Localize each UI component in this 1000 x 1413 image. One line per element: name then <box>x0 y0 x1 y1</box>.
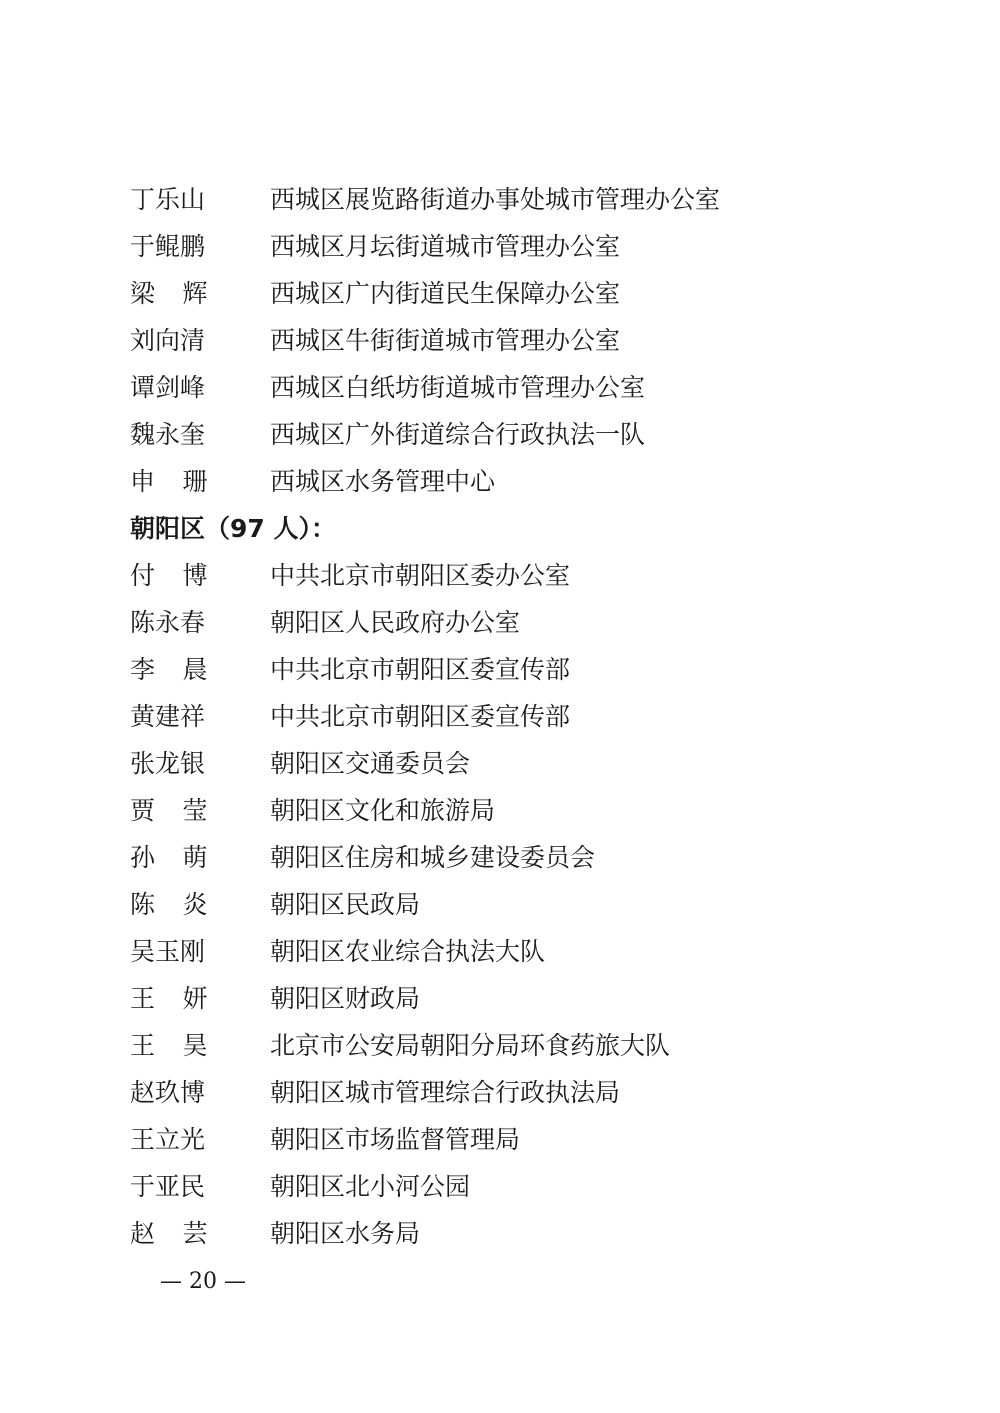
list-item <box>130 599 930 646</box>
list-item <box>130 223 930 270</box>
person-name: 王昊 <box>130 1031 236 1060</box>
person-name: 陈永春 <box>130 608 206 637</box>
person-name: 刘向清 <box>130 326 206 355</box>
work-unit: 西城区广外街道综合行政执法一队 <box>270 420 646 449</box>
work-unit: 中共北京市朝阳区委宣传部 <box>270 702 571 731</box>
work-unit: 朝阳区交通委员会 <box>270 749 471 778</box>
work-unit: 朝阳区住房和城乡建设委员会 <box>270 843 596 872</box>
section-heading: 朝阳区（97 人）： <box>130 514 336 543</box>
work-unit: 朝阳区北小河公园 <box>270 1172 471 1201</box>
work-unit: 中共北京市朝阳区委宣传部 <box>270 655 571 684</box>
list-item <box>130 552 930 599</box>
person-name: 贾莹 <box>130 796 236 825</box>
person-name: 孙萌 <box>130 843 236 872</box>
person-name: 付博 <box>130 561 236 590</box>
person-name: 张龙银 <box>130 749 206 778</box>
work-unit: 西城区展览路街道办事处城市管理办公室 <box>270 185 721 214</box>
person-name: 魏永奎 <box>130 420 206 449</box>
work-unit: 西城区月坛街道城市管理办公室 <box>270 232 621 261</box>
page-number: — 20 — <box>160 1269 246 1294</box>
person-name: 梁辉 <box>130 279 236 308</box>
work-unit: 西城区水务管理中心 <box>270 467 496 496</box>
list-item <box>130 1210 930 1257</box>
person-name: 吴玉刚 <box>130 937 206 966</box>
work-unit: 北京市公安局朝阳分局环食药旅大队 <box>270 1031 671 1060</box>
work-unit: 中共北京市朝阳区委办公室 <box>270 561 571 590</box>
person-name: 黄建祥 <box>130 702 206 731</box>
list-item <box>130 693 930 740</box>
work-unit: 朝阳区民政局 <box>270 890 421 919</box>
list-item <box>130 176 930 223</box>
list-item <box>130 458 930 505</box>
list-item <box>130 787 930 834</box>
list-item <box>130 834 930 881</box>
work-unit: 朝阳区市场监督管理局 <box>270 1125 521 1154</box>
honoree-list <box>130 176 930 1257</box>
list-item <box>130 364 930 411</box>
list-item <box>130 270 930 317</box>
person-name: 谭剑峰 <box>130 373 206 402</box>
work-unit: 西城区牛街街道城市管理办公室 <box>270 326 621 355</box>
work-unit: 朝阳区文化和旅游局 <box>270 796 496 825</box>
work-unit: 朝阳区城市管理综合行政执法局 <box>270 1078 621 1107</box>
list-item <box>130 740 930 787</box>
list-item <box>130 317 930 364</box>
person-name: 赵玖博 <box>130 1078 206 1107</box>
person-name: 于鲲鹏 <box>130 232 206 261</box>
list-item <box>130 1069 930 1116</box>
work-unit: 朝阳区水务局 <box>270 1219 421 1248</box>
list-item <box>130 411 930 458</box>
person-name: 王妍 <box>130 984 236 1013</box>
person-name: 于亚民 <box>130 1172 206 1201</box>
work-unit: 朝阳区人民政府办公室 <box>270 608 521 637</box>
person-name: 丁乐山 <box>130 185 206 214</box>
work-unit: 西城区白纸坊街道城市管理办公室 <box>270 373 646 402</box>
work-unit: 朝阳区农业综合执法大队 <box>270 937 546 966</box>
list-item <box>130 975 930 1022</box>
person-name: 王立光 <box>130 1125 206 1154</box>
person-name: 赵芸 <box>130 1219 236 1248</box>
person-name: 申珊 <box>130 467 236 496</box>
list-item <box>130 1116 930 1163</box>
work-unit: 朝阳区财政局 <box>270 984 421 1013</box>
list-item <box>130 1163 930 1210</box>
person-name: 李晨 <box>130 655 236 684</box>
work-unit: 西城区广内街道民生保障办公室 <box>270 279 621 308</box>
list-item <box>130 1022 930 1069</box>
list-item <box>130 881 930 928</box>
list-item <box>130 646 930 693</box>
person-name: 陈炎 <box>130 890 236 919</box>
list-item <box>130 928 930 975</box>
